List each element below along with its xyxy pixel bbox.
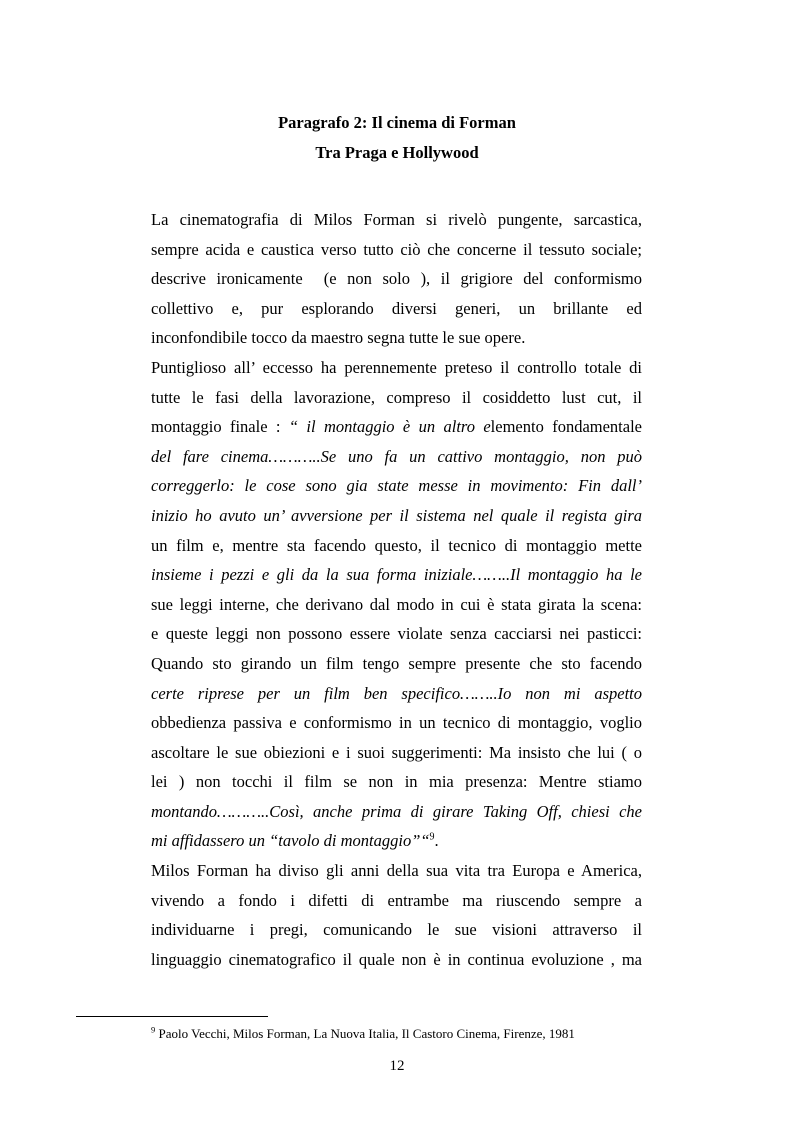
text-segment: ascoltare le sue obiezioni e i suoi suggerimenti: Ma insisto che lui ( o	[151, 742, 642, 762]
text-segment: un film e, mentre sta facendo questo, il tecnico di montaggio mette	[151, 535, 642, 555]
text-segment: del fare cinema………..Se uno fa un cattivo montaggio, non può	[151, 446, 642, 466]
text-line	[151, 471, 642, 501]
text-segment: descrive ironicamente (e non solo ), il grigiore del conformismo	[151, 269, 642, 289]
text-line	[151, 590, 642, 620]
text-line	[151, 323, 642, 353]
text-line	[151, 383, 642, 413]
text-line	[151, 649, 642, 679]
section-heading: Paragrafo 2: Il cinema di Forman	[278, 113, 516, 132]
text-line	[151, 915, 642, 945]
text-segment: obbedienza passiva e conformismo in un tecnico di montaggio, voglio	[151, 713, 642, 733]
text-segment: inizio ho avuto un’ avversione per il sistema nel quale il regista gira	[151, 505, 642, 525]
text-segment: correggerlo: le cose sono gia state messe in movimento: Fin dall’	[151, 476, 642, 496]
text-segment: lei ) non tocchi il film se non in mia presenza: Mentre stiamo	[151, 772, 642, 792]
text-line	[151, 945, 642, 975]
page-number: 12	[389, 1058, 405, 1074]
footnote-number: 9	[151, 1024, 156, 1035]
text-segment: collettivo e, pur esplorando diversi generi, un brillante ed	[151, 298, 642, 318]
text-line	[151, 797, 642, 827]
footnote-separator	[76, 1016, 268, 1017]
footnote-reference: 9	[429, 831, 435, 843]
text-line	[151, 235, 642, 265]
text-segment: “ il montaggio è un altro e	[288, 417, 491, 437]
text-line	[151, 353, 642, 383]
text-line	[151, 264, 642, 294]
text-segment: lemento fondamentale	[490, 417, 642, 437]
text-line	[151, 856, 642, 886]
text-line	[151, 619, 642, 649]
text-segment: Puntiglioso all’ eccesso ha perennemente preteso il controllo totale di	[151, 357, 642, 377]
text-segment: sempre acida e caustica verso tutto ciò che concerne il tessuto sociale;	[151, 239, 642, 259]
text-line	[151, 294, 642, 324]
section-subheading: Tra Praga e Hollywood	[315, 143, 479, 162]
text-line	[151, 531, 642, 561]
text-segment: montaggio finale :	[151, 417, 289, 437]
text-line	[151, 767, 642, 797]
text-segment: Milos Forman ha diviso gli anni della sua vita tra Europa e America,	[151, 861, 642, 881]
text-line	[151, 679, 642, 709]
text-segment: insieme i pezzi e gli da la sua forma iniziale……..Il montaggio ha le	[151, 565, 642, 585]
text-line	[151, 738, 642, 768]
text-line	[151, 560, 642, 590]
text-segment: montando………..Così, anche prima di girare Taking Off, chiesi che	[151, 801, 642, 821]
text-segment: certe riprese per un film ben specifico……..Io non mi aspetto	[151, 683, 642, 703]
text-segment: tutte le fasi della lavorazione, compreso il cosiddetto lust cut, il	[151, 387, 642, 407]
text-segment: sue leggi interne, che derivano dal modo in cui è stata girata la scena:	[151, 594, 642, 614]
text-segment: vivendo a fondo i difetti di entrambe ma riuscendo sempre a	[151, 890, 642, 910]
text-segment: .	[434, 831, 439, 851]
text-line	[151, 708, 642, 738]
footnote-text: Paolo Vecchi, Milos Forman, La Nuova Italia, Il Castoro Cinema, Firenze, 1981	[155, 1026, 575, 1041]
footnote	[151, 1026, 575, 1042]
text-line	[151, 412, 642, 442]
text-line	[151, 442, 642, 472]
body-text	[151, 205, 642, 974]
text-line	[151, 886, 642, 916]
text-line	[151, 501, 642, 531]
text-segment: Quando sto girando un film tengo sempre presente che sto facendo	[151, 653, 642, 673]
text-segment: e queste leggi non possono essere violate senza cacciarsi nei pasticci:	[151, 624, 642, 644]
text-segment: linguaggio cinematografico il quale non è in continua evoluzione , ma	[151, 949, 642, 969]
text-line	[151, 826, 642, 856]
text-segment: mi affidassero un “tavolo di montaggio”“	[151, 831, 430, 851]
text-line	[151, 205, 642, 235]
text-segment: La cinematografia di Milos Forman si rivelò pungente, sarcastica,	[151, 210, 642, 229]
text-segment: individuarne i pregi, comunicando le sue visioni attraverso il	[151, 920, 642, 940]
text-segment: inconfondibile tocco da maestro segna tutte le sue opere.	[151, 328, 526, 348]
